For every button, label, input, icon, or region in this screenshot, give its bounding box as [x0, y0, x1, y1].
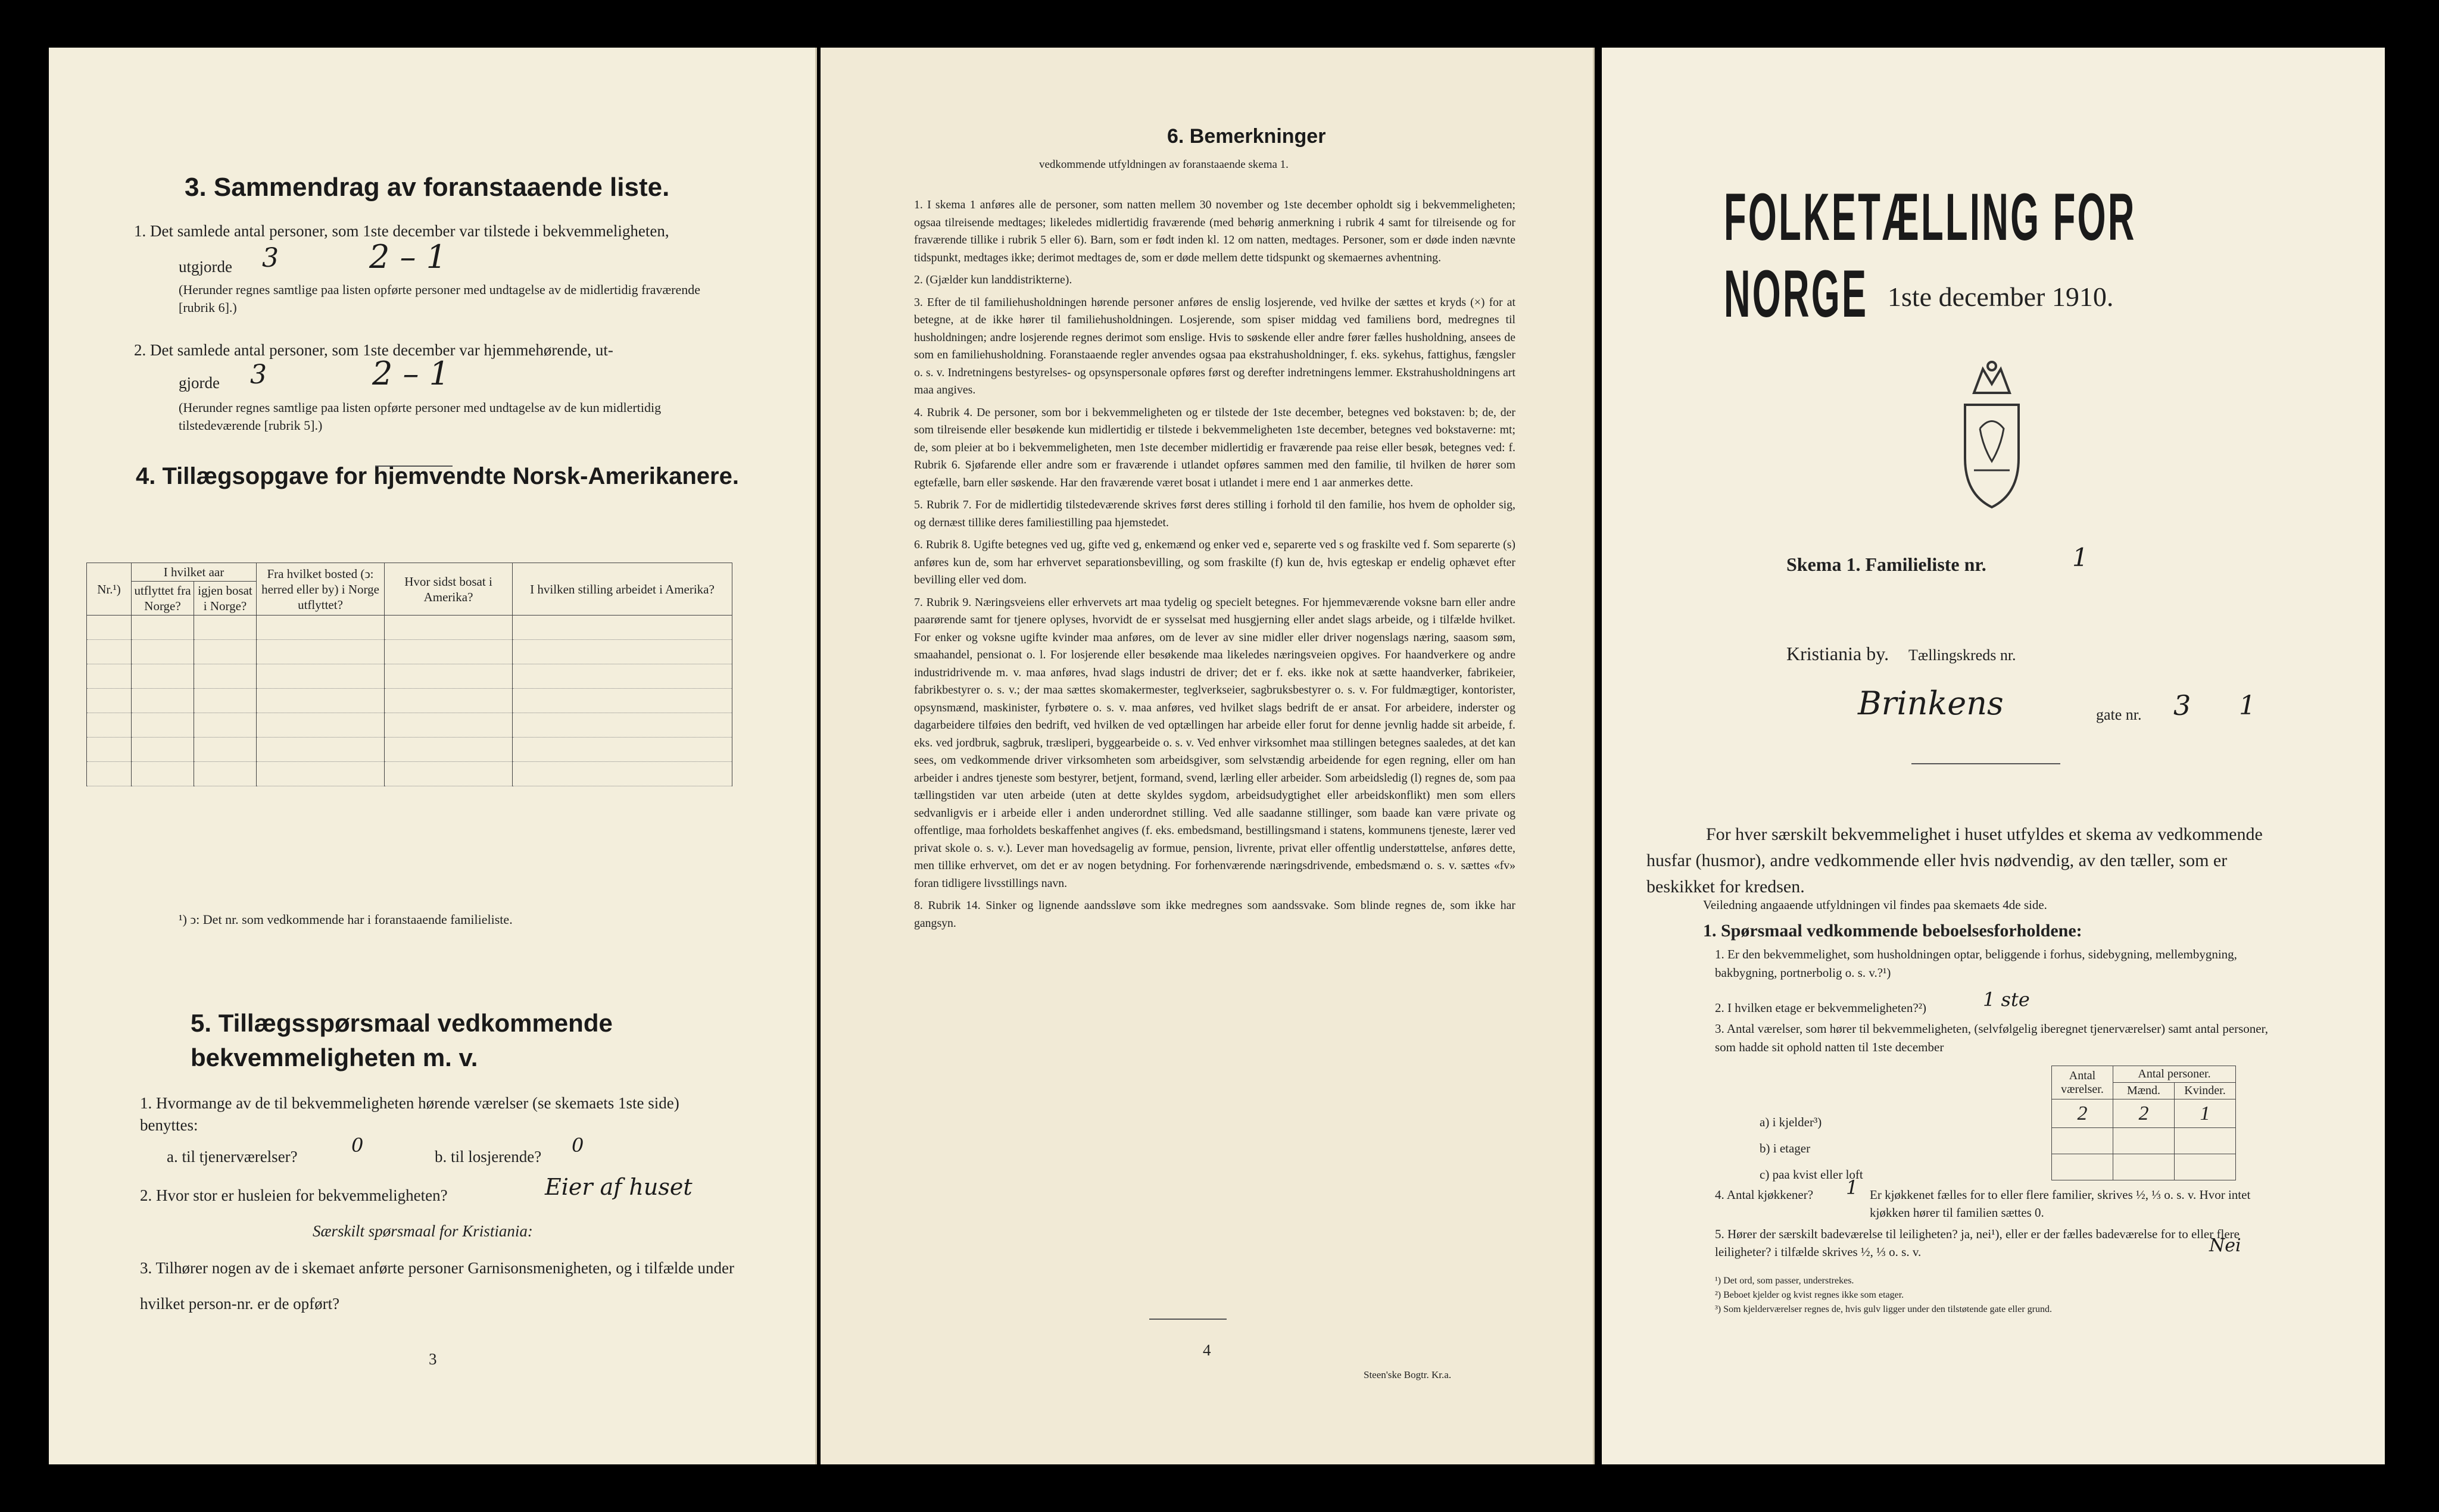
divider — [1911, 763, 2060, 764]
col-utflyttet: utflyttet fra Norge? — [132, 582, 194, 616]
skema-hw: 1 — [2072, 543, 2088, 572]
item1-text: 1. Det samlede antal personer, som 1ste december var tilstede i bekvemmeligheten, — [134, 222, 669, 240]
cover-q1: 1. Er den bekvemmelighet, som husholdningen optar, beliggende i forhus, sidebygning, mellembygning, bakbygning, portnerbolig o. s. v.?¹) — [1715, 947, 2237, 980]
col-fra-bosted: Fra hvilket bosted (ↄ: herred eller by) i Norge utflyttet? — [257, 563, 385, 616]
q1a: a. til tjenerværelser? — [167, 1148, 298, 1166]
page-number-4: 4 — [1203, 1341, 1211, 1359]
cover-q2-hw: 1 ste — [1983, 988, 2030, 1011]
sec5-heading: 5. Tillægsspørsmaal vedkommende bekvemmeligheten m. v. — [191, 1009, 613, 1071]
col-i-hvilket-aar: I hvilket aar — [132, 563, 257, 582]
special-heading: Særskilt spørsmaal for Kristiania: — [313, 1222, 533, 1240]
cover-q5-hw: Nei — [2209, 1235, 2241, 1256]
row-etager: b) i etager — [1760, 1141, 1811, 1155]
item1-utgjorde: utgjorde — [179, 258, 232, 276]
remark-paragraph: 2. (Gjælder kun landdistrikterne). — [914, 273, 1072, 286]
remark-paragraph: 6. Rubrik 8. Ugifte betegnes ved ug, gifte ved g, enkemænd og enker ved e, separerte ved s og fraskilte ved f. Som separerte (s) anføres kun de, som har erhvervet separationsbevilling, og som fraskilte (f) kun de, hvis egteskap er endelig ophævet efter bevilling eller ved dom. — [914, 538, 1515, 586]
cover-q2: 2. I hvilken etage er bekvemmeligheten?²) — [1715, 1001, 1926, 1015]
col-antal-vaerelser: Antal værelser. — [2052, 1066, 2113, 1099]
cover-q4-hw: 1 — [1846, 1176, 1858, 1199]
divider — [1149, 1319, 1227, 1320]
col-maend: Mænd. — [2113, 1083, 2175, 1099]
row-kvist: c) paa kvist eller loft — [1760, 1167, 1863, 1182]
kjelder-vaerelser: 2 — [2052, 1099, 2113, 1128]
taellingskreds: Tællingskreds nr. — [1908, 646, 2016, 664]
rooms-table — [2051, 1066, 2236, 1180]
cover-veiledning: Veiledning angaaende utfyldningen vil findes paa skemaets 4de side. — [1703, 898, 2047, 912]
footnote: ³) Som kjelderværelser regnes de, hvis gulv ligger under den tilstøtende gate eller grund. — [1715, 1304, 2052, 1314]
q3-text: 3. Tilhører nogen av de i skemaet anførte personer Garnisonsmenigheten, og i tilfælde under hvilket person-nr. er de opført? — [140, 1259, 735, 1313]
sporsmaal-heading: 1. Spørsmaal vedkommende beboelsesforholdene: — [1703, 921, 2082, 941]
remark-paragraph: 3. Efter de til familiehusholdningen hørende personer anføres de enslig losjerende, ved hvilke der sættes et kryds (×) for at betegne, at de ikke hører til familiehusholdningen. Losjerende, som spiser middag ved familiens bord, medregnes til husholdningen; andre losjerende regnes derimot som enslige. Hvis to søskende eller andre fører fælles husholdning, ansees de som en familiehusholdning. Foranstaaende regler anvendes ogsaa paa ekstrahusholdninger, f. eks. sykehus, fattighus, fængsler o. s. v. Indretningens bestyrelses- og opsynspersonale opføres først og derefter indretningens lemmer. Ekstrahusholdningens art maa angives. — [914, 295, 1515, 396]
col-igjen-bosat: igjen bosat i Norge? — [194, 582, 257, 616]
footnote: ¹) Det ord, som passer, understrekes. — [1715, 1276, 1854, 1286]
item1-hw: 2 – 1 — [369, 238, 447, 276]
printer-credit: Steen'ske Bogtr. Kr.a. — [1364, 1369, 1452, 1380]
skema-label: Skema 1. Familieliste nr. — [1786, 554, 1986, 575]
item2-text: 2. Det samlede antal personer, som 1ste december var hjemmehørende, ut- — [134, 341, 613, 359]
q1-text: 1. Hvormange av de til bekvemmeligheten hørende værelser (se skemaets 1ste side) benyttes: — [140, 1094, 679, 1134]
cover-q5: 5. Hører der særskilt badeværelse til leiligheten? ja, nei¹), eller er der fælles badeværelse for to eller flere leiligheter? i tilfælde skrives ½, ⅓ o. s. v. — [1715, 1227, 2240, 1259]
gate-nr: gate nr. — [2096, 706, 2142, 723]
kristiania-by: Kristiania by. — [1786, 643, 1889, 664]
remark-paragraph: 8. Rubrik 14. Sinker og lignende aandssløve som ikke medregnes som aandssvake. Som blinde regnes de, som ikke har gangsyn. — [914, 899, 1515, 930]
remark-paragraph: 5. Rubrik 7. For de midlertidig tilstedeværende skrives først deres stilling i forhold til den familie, hos hvem de opholder sig, og dernæst tillike deres familiestilling paa hjemstedet. — [914, 498, 1515, 529]
cover-q4-rest: Er kjøkkenet fælles for to eller flere familier, skrives ½, ⅓ o. s. v. Hvor intet kjøkken hører til familien sættes 0. — [1870, 1188, 2251, 1220]
q1a-hw: 0 — [351, 1134, 364, 1157]
norsk-amerikanere-table — [86, 563, 732, 786]
q1b-hw: 0 — [572, 1134, 584, 1157]
q1b: b. til losjerende? — [435, 1148, 542, 1166]
cover-footnotes — [1715, 1274, 2251, 1317]
row-kjelder: a) i kjelder³) — [1760, 1115, 1822, 1129]
sec3-heading: 3. Sammendrag av foranstaaende liste. — [185, 173, 670, 202]
kjelder-kvinder: 1 — [2175, 1099, 2236, 1128]
item2-gjorde: gjorde — [179, 374, 220, 392]
coat-of-arms-icon — [1950, 357, 2033, 512]
gate-nr-hw: 3 — [2173, 689, 2191, 721]
item1-value: 3 — [262, 243, 279, 273]
col-nr: Nr.¹) — [87, 563, 132, 616]
kjelder-maend: 2 — [2113, 1099, 2175, 1128]
cover-title: FOLKETÆLLING FOR NORGE — [1724, 180, 2137, 331]
sec6-heading: 6. Bemerkninger — [1167, 125, 1326, 148]
sec4-heading: 4. Tillægsopgave for hjemvendte Norsk-Amerikanere. — [136, 463, 739, 489]
col-kvinder: Kvinder. — [2175, 1083, 2236, 1099]
remark-paragraph: 4. Rubrik 4. De personer, som bor i bekvemmeligheten og er tilstede der 1ste december, betegnes ved bokstaven: b; de, der som tilreisende eller besøkende kun midlertidig er tilstede i bekvemmeligheten 1ste december, betegnes ved bokstaverne: mt; de, som pleier at bo i bekvemmeligheten, men 1ste december midlertidig er fraværende paa reise eller besøk, betegnes ved: f. Rubrik 6. Sjøfarende eller andre som er fraværende i utlandet opføres sammen med den familie, til hvilken de hører som egtefælle, barn eller søskende. Har den fraværende været bosat i utlandet i mere end 1 aar anmerkes dette. — [914, 405, 1515, 489]
col-hvor-sidst: Hvor sidst bosat i Amerika? — [385, 563, 513, 616]
item2-hw: 2 – 1 — [372, 355, 450, 392]
gate-nr-hw2: 1 — [2239, 691, 2256, 721]
item2-value: 3 — [250, 360, 267, 390]
q2-hw: Eier af huset — [545, 1174, 693, 1200]
cover-intro: For hver særskilt bekvemmelighet i huset utfyldes et skema av vedkommende husfar (husmor), andre vedkommende eller hvis nødvendig, av den tæller, som er beskikket for kredsen. — [1646, 824, 2263, 896]
street-hw: Brinkens — [1858, 685, 2004, 722]
remarks-list — [914, 196, 1515, 937]
cover-q3: 3. Antal værelser, som hører til bekvemmeligheten, (selvfølgelig iberegnet tjenerværelser) samt antal personer, som hadde sit ophold natten til 1ste december — [1715, 1021, 2269, 1054]
q2-text: 2. Hvor stor er husleien for bekvemmeligheten? — [140, 1186, 448, 1204]
col-antal-personer: Antal personer. — [2113, 1066, 2236, 1083]
remark-paragraph: 7. Rubrik 9. Næringsveiens eller erhvervets art maa tydelig og specielt betegnes. For hjemmeværende voksne barn eller andre paarørende samt for tjenere oplyses, hvorvidt de er sysselsat med husgjerning eller andet slags arbeide, og i tilfælde hvilket. For enker og voksne ugifte kvinder maa anføres, om de lever av sine midler eller driver nogenslags næring, saasom søm, smaahandel, pensionat o. l. For losjerende eller besøkende maa likeledes næringsveien opgives. For haandverkere og andre industridrivende m. v. maa anføres, hvad slags industri de driver; det er f. eks. ikke nok at sætte haandverker, fabrikeier, fabrikbestyrer o. s. v.; der maa sættes skomakermester, teglverkseier, sagbruksbestyrer o. s. v. For fuldmægtiger, kontorister, opsynsmænd, maskinister, fyrbøtere o. s. v. maa anføres, ved hvilket slags bedrift de er ansat. For arbeidere, inderster og dagarbeidere tilføies den bedrift, ved hvilken de ved optællingen har arbeide eller forut for denne jevnlig hadde sit arbeide, f. eks. ved jordbruk, sagbruk, træsliperi, byggearbeide o. s. v. Ved enhver virksomhet maa stillingen betegnes saaledes, at det kan sees, om vedkommende driver virksomheten som arbeidsgiver, som selvstændig arbeidende for egen regning, eller om han arbeider i andres tjeneste som bestyrer, betjent, formand, svend, lærling eller arbeider. Som arbeidsledig (l) regnes de, som paa tællingstiden var uten arbeide (uten at dette skyldes sygdom, arbeidsudygtighet eller arbeidskonflikt) men som ellers sedvanligvis er i arbeide eller i anden underordnet stilling. Ved alle saadanne stillinger, som baade kan være private og offentlige, maa forholdets beskaffenhet angives (f. eks. embedsmand, bestillingsmand i statens, kommunens tjeneste, lærer ved privat skole o. s. v.). Lever man hovedsagelig av formue, pension, livrente, privat eller offentlig understøttelse, anføres dette, men tillike erhvervet, om det er av nogen betydning. For forhenværende næringsdrivende, embedsmænd o. s. v. sættes «fv» foran tidligere livsstillings navn. — [914, 595, 1515, 890]
col-stilling: I hvilken stilling arbeidet i Amerika? — [513, 563, 732, 616]
item2-note: (Herunder regnes samtlige paa listen opførte personer med undtagelse av de kun midlertidig tilstedeværende [rubrik 5].) — [179, 400, 662, 433]
footnote: ²) Beboet kjelder og kvist regnes ikke som etager. — [1715, 1290, 1904, 1300]
page-number-3: 3 — [429, 1350, 437, 1368]
remark-paragraph: 1. I skema 1 anføres alle de personer, som natten mellem 30 november og 1ste december opholdt sig i bekvemmeligheten; ogsaa tilreisende medtages; likeledes midlertidig fraværende (med behørig anmerkning i rubrik 4 samt for tilreisende og for fraværende tillike i rubrik 5 eller 6). Barn, som er født inden kl. 12 om natten, medtages. Personer, som er døde inden nævnte tidspunkt, medtages ikke; derimot medtages de, som er døde mellem dette tidspunkt og skemaernes avhentning. — [914, 198, 1515, 264]
table-footnote: ¹) ↄ: Det nr. som vedkommende har i foranstaaende familieliste. — [179, 912, 513, 927]
cover-date: 1ste december 1910. — [1888, 282, 2114, 312]
sec6-subheading: vedkommende utfyldningen av foranstaaende skema 1. — [1039, 158, 1289, 171]
item1-note: (Herunder regnes samtlige paa listen opførte personer med undtagelse av de midlertidig fraværende [rubrik 6].) — [179, 282, 701, 315]
cover-q4: 4. Antal kjøkkener? — [1715, 1188, 1814, 1202]
